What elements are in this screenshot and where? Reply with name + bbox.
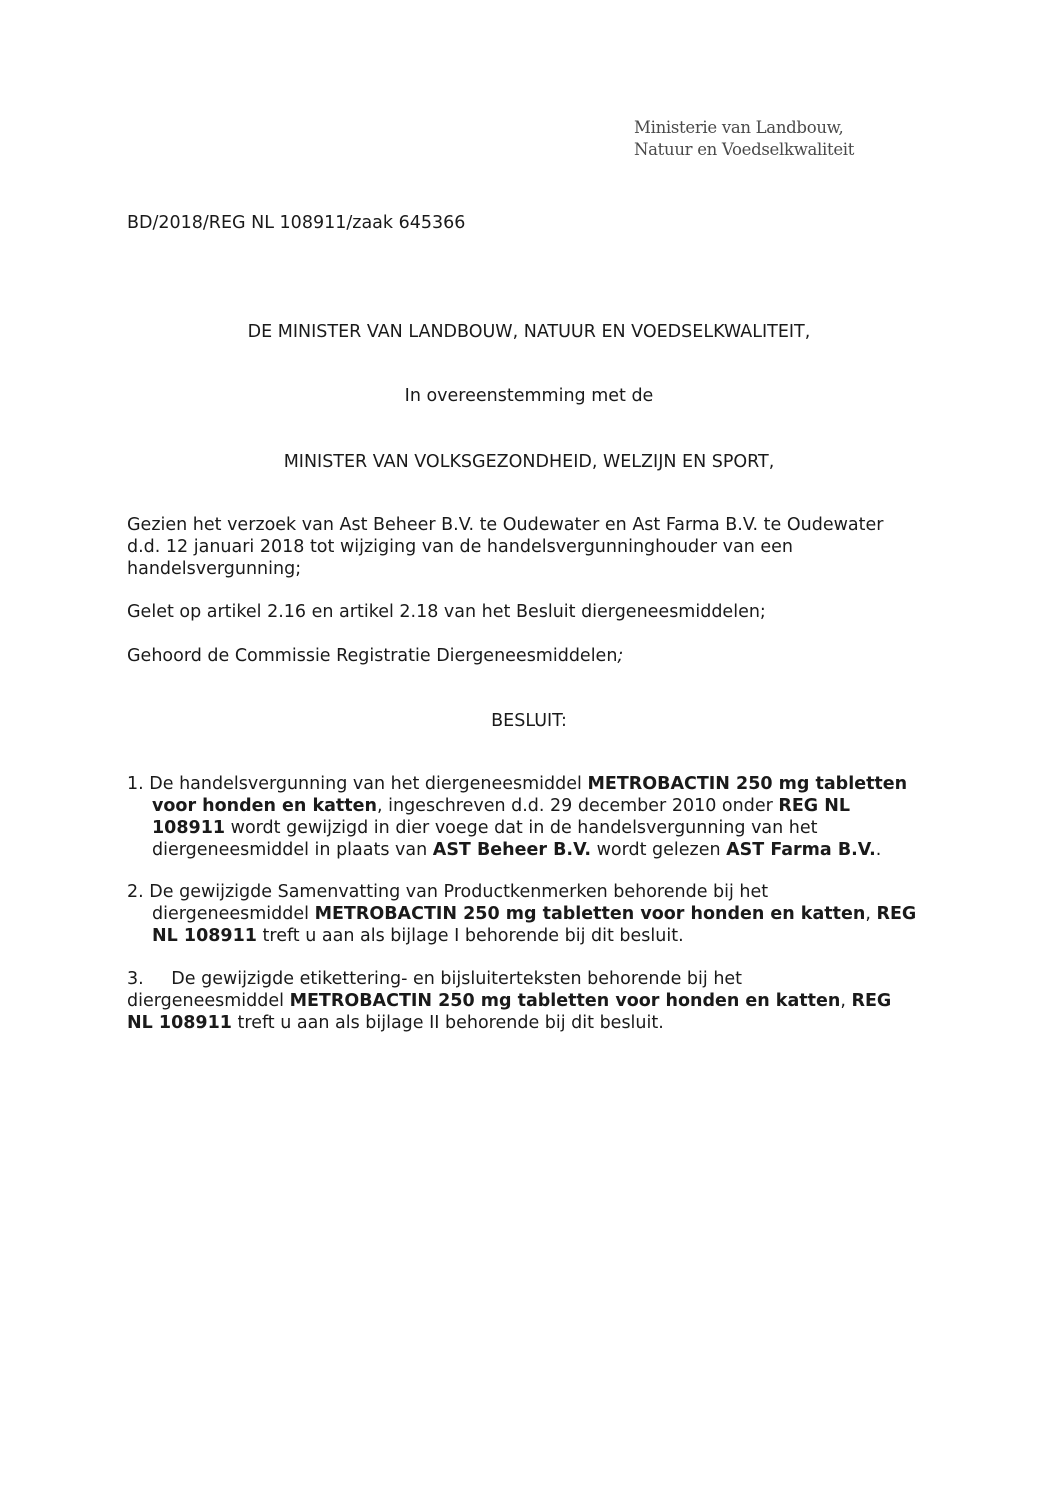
gezien-line-3: handelsvergunning; <box>127 559 302 579</box>
gehoord-semicolon: ; <box>617 646 624 666</box>
gezien-line-1: Gezien het verzoek van Ast Beheer B.V. te Oudewater en Ast Farma B.V. te Oudewater <box>127 515 884 535</box>
item-number: 3. <box>127 969 144 989</box>
consideration-gezien <box>127 514 927 580</box>
product-name: METROBACTIN 250 mg tabletten voor honden en katten <box>314 904 866 924</box>
heading-in-agreement: In overeenstemming met de <box>404 386 654 406</box>
registration-number: REG NL <box>778 796 851 816</box>
reference-number: BD/2018/REG NL 108911/zaak 645366 <box>127 213 466 233</box>
product-name: METROBACTIN 250 mg tabletten voor honden en katten <box>289 991 841 1011</box>
heading-minister-vws: MINISTER VAN VOLKSGEZONDHEID, WELZIJN EN SPORT, <box>283 452 775 472</box>
heading-minister-lnv: DE MINISTER VAN LANDBOUW, NATUUR EN VOEDSELKWALITEIT, <box>247 322 811 342</box>
registration-number: NL 108911 <box>152 926 257 946</box>
decision-item-3: 3. De gewijzigde etikettering- en bijsluiterteksten behorende bij het diergeneesmiddel METROBACTIN 250 mg tabletten voor honden en katten, REG NL 108911 treft u aan als bijlage II behorende bij dit besluit. <box>127 969 892 1033</box>
gehoord-text: Gehoord de Commissie Registratie Diergeneesmiddelen <box>127 646 618 666</box>
besluit-title: BESLUIT: <box>491 711 567 731</box>
new-holder: AST Farma B.V. <box>726 840 876 860</box>
old-holder: AST Beheer B.V. <box>432 840 592 860</box>
consideration-gehoord <box>127 645 623 667</box>
product-name: METROBACTIN 250 mg tabletten <box>587 774 908 794</box>
letterhead-line-2: Natuur en Voedselkwaliteit <box>634 140 855 159</box>
ministry-letterhead <box>634 117 854 161</box>
consideration-gelet: Gelet op artikel 2.16 en artikel 2.18 van het Besluit diergeneesmiddelen; <box>127 602 766 622</box>
registration-number: NL 108911 <box>127 1013 232 1033</box>
item-number: 1. <box>127 774 144 794</box>
decision-item-1: 1. De handelsvergunning van het diergeneesmiddel METROBACTIN 250 mg tabletten voor honden en katten, ingeschreven d.d. 29 december 2010 onder REG NL 108911 wordt gewijzigd in dier voege dat in de handelsvergunning van het diergeneesmiddel in plaats van AST Beheer B.V. wordt gelezen AST Farma B.V.. <box>127 774 908 860</box>
gezien-line-2: d.d. 12 januari 2018 tot wijziging van de handelsvergunninghouder van een <box>127 537 794 557</box>
decision-item-2: 2. De gewijzigde Samenvatting van Productkenmerken behorende bij het diergeneesmiddel METROBACTIN 250 mg tabletten voor honden en katten, REG NL 108911 treft u aan als bijlage I behorende bij dit besluit. <box>127 882 917 946</box>
letterhead-line-1: Ministerie van Landbouw, <box>634 118 844 137</box>
item-number: 2. <box>127 882 144 902</box>
